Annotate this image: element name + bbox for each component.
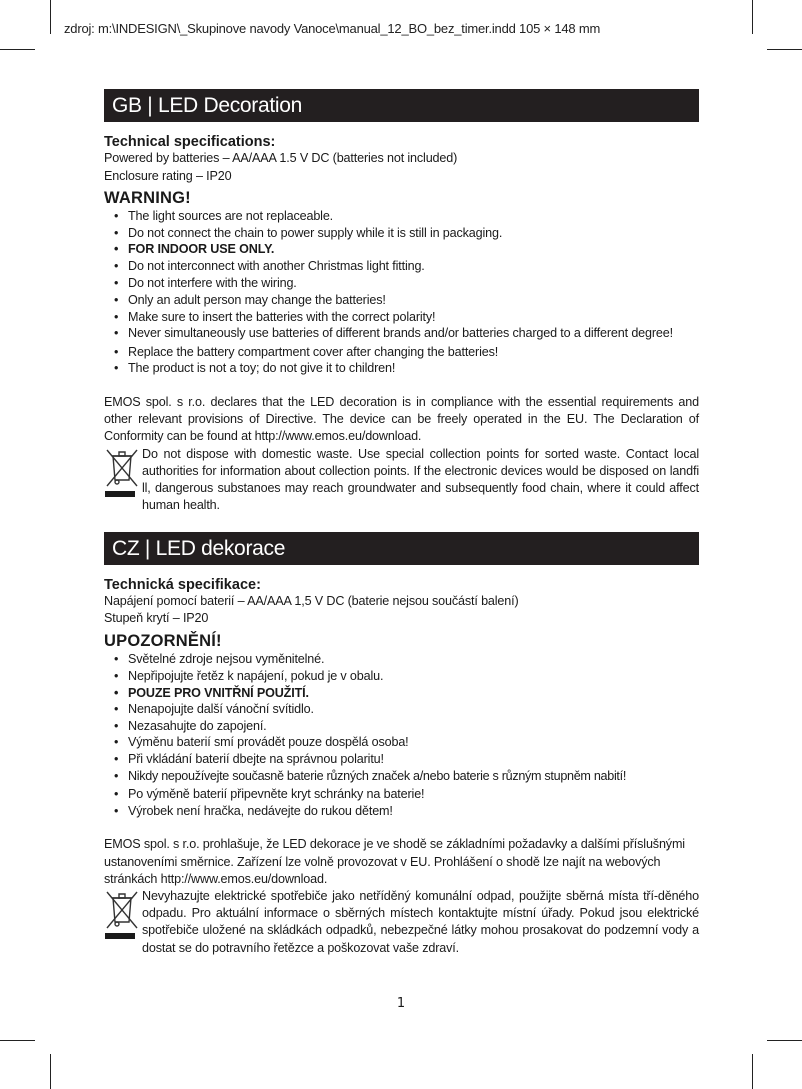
list-item: • Při vkládání baterií dbejte na správnou polaritu! [114,751,699,768]
list-item: • The product is not a toy; do not give it to children! [114,360,699,377]
list-item: • Výměnu baterií smí provádět pouze dospělá osoba! [114,734,699,751]
page-number: 1 [396,996,406,1011]
crop-mark [767,49,802,50]
crop-mark [50,1054,51,1089]
list-item: • FOR INDOOR USE ONLY. [114,241,699,258]
warning-title: UPOZORNĚNÍ! [104,632,222,651]
warning-list [104,208,699,377]
spec-line: Enclosure rating – IP20 [104,169,232,183]
manual-page [104,89,699,957]
list-item: • Výrobek není hračka, nedávejte do rukou dětem! [114,803,699,820]
list-item: • Only an adult person may change the batteries! [114,292,699,309]
list-item: • Nepřipojujte řetěz k napájení, pokud je v obalu. [114,668,699,685]
list-item: • Světelné zdroje nejsou vyměnitelné. [114,651,699,668]
slug-line: zdroj: m:\INDESIGN\_Skupinove navody Vanoce\manual_12_BO_bez_timer.indd 105 × 148 mm [64,21,601,36]
section-banner: CZ | LED dekorace [104,532,699,565]
section-cz [104,532,699,956]
section-banner: GB | LED Decoration [104,89,699,122]
list-item: • Make sure to insert the batteries with the correct polarity! [114,309,699,326]
spec-line: Napájení pomocí baterií – AA/AAA 1,5 V DC (baterie nejsou součástí balení) [104,594,519,609]
disposal-paragraph [104,888,699,957]
list-item: • Po výměně baterií připevněte kryt schránky na baterie! [114,786,699,803]
list-item: • Nikdy nepoužívejte současně baterie různých značek a/nebo baterie s různým stupněm nabití! [114,768,699,785]
list-item: • The light sources are not replaceable. [114,208,699,225]
disposal-text: Nevyhazujte elektrické spotřebiče jako netříděný komunální odpad, použijte sběrná místa tří-děného odpadu. Pro aktuální informace o sběrných místech kontaktujte místní úřady. Pokud jsou elektrické spotřebiče uložené na skládkách odpadků, nebezpečné látky mohou prosakovat do podzemní vody a dostat se do potravního řetězce a poškozovat vaše zdraví. [142,888,699,955]
crossed-out-wheelie-bin-icon [104,888,140,940]
spec-title: Technická specifikace: [104,577,261,594]
spec-title: Technical specifications: [104,134,276,150]
list-item: • Replace the battery compartment cover after changing the batteries! [114,344,699,361]
spec-line: Stupeň krytí – IP20 [104,611,209,626]
list-item: • Do not connect the chain to power supply while it is still in packaging. [114,225,699,242]
list-item: • Do not interfere with the wiring. [114,275,699,292]
crop-mark [0,1040,35,1041]
list-item: • Never simultaneously use batteries of different brands and/or batteries charged to a different degree! [114,325,699,342]
disposal-paragraph [104,446,699,515]
list-item: • POUZE PRO VNITŘNÍ POUŽITÍ. [114,685,699,702]
crossed-out-wheelie-bin-icon [104,446,140,498]
declaration-paragraph: EMOS spol. s r.o. declares that the LED decoration is in compliance with the essential requirements and other relevant provisions of Directive. The device can be freely operated in the EU. The Declaration of Conformity can be found at http://www.emos.eu/download. [104,394,699,444]
crop-mark [50,0,51,34]
disposal-text: Do not dispose with domestic waste. Use special collection points for sorted waste. Contact local authorities for information about collection points. If the electronic devices would be disposed on landfi ll, dangerous substanoes may reach groundwater and subsequently food chain, where it could affect human health. [142,446,699,513]
warning-title: WARNING! [104,189,191,207]
list-item: • Nenapojujte další vánoční svítidlo. [114,701,699,718]
section-gb [104,89,699,514]
crop-mark [752,1054,753,1089]
crop-mark [752,0,753,34]
list-item: • Do not interconnect with another Christmas light fitting. [114,258,699,275]
list-item: • Nezasahujte do zapojení. [114,718,699,735]
warning-list [104,651,699,819]
crop-mark [767,1040,802,1041]
spec-line: Powered by batteries – AA/AAA 1.5 V DC (batteries not included) [104,151,458,165]
declaration-paragraph: EMOS spol. s r.o. prohlašuje, že LED dekorace je ve shodě se základními požadavky a dalšími příslušnými ustanoveními směrnice. Zařízení lze volně provozovat v EU. Prohlášení o shodě lze najít na webových stránkách http://www.emos.eu/download. [104,837,685,886]
crop-mark [0,49,35,50]
